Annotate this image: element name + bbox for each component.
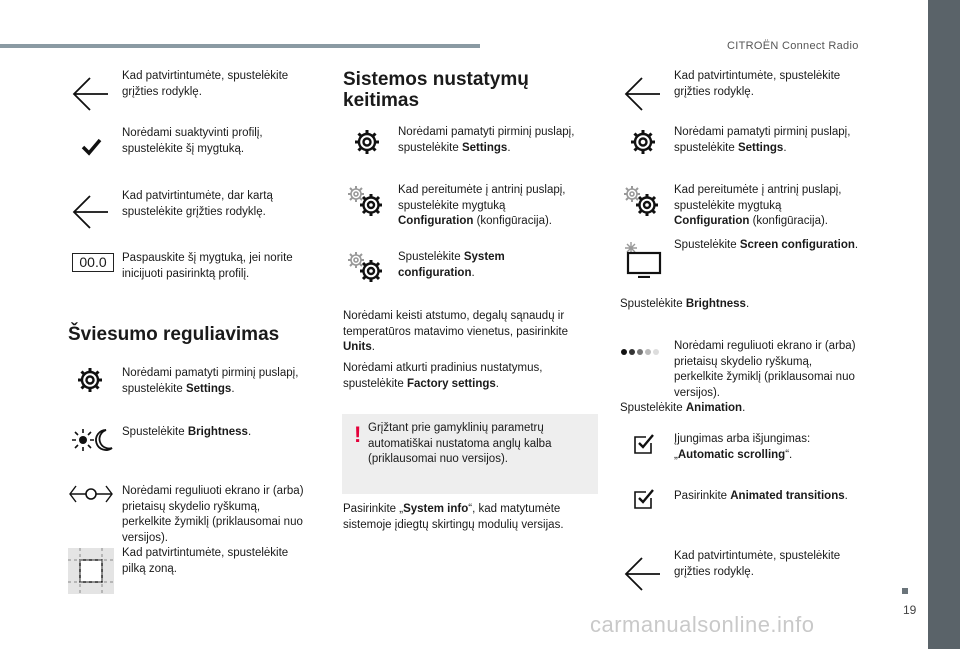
- col2-item: Spustelėkite System configuration.: [398, 251, 505, 279]
- units-paragraph: Norėdami keisti atstumo, degalų sąnaudų ir temperatūros matavimo vienetus, pasirinkite Units.: [343, 310, 568, 353]
- slider-icon: [68, 482, 114, 506]
- col3-item: Kad pereitumėte į antrinį puslapį, spustelėkite mygtuką Configuration (konfigūracija).: [674, 184, 842, 227]
- col1-item-text: Paspauskite šį mygtuką, jei norite inicijuoti pasirinktą profilį.: [122, 252, 293, 280]
- col1-section-item: Spustelėkite Brightness.: [122, 426, 252, 438]
- brand-title: CITROËN Connect Radio: [727, 40, 859, 52]
- warning-icon: !: [354, 422, 362, 447]
- checkbox-icon: [633, 488, 655, 510]
- col2-item: Kad pereitumėte į antrinį puslapį, spustelėkite mygtuką Configuration (konfigūracija).: [398, 184, 566, 227]
- dots-slider-icon: [620, 345, 660, 359]
- col2-item: Norėdami pamatyti pirminį puslapį, spustelėkite Settings.: [398, 126, 575, 154]
- col3-item: Kad patvirtintumėte, spustelėkite grįžties rodyklę.: [674, 70, 841, 98]
- col3-item: Kad patvirtintumėte, spustelėkite grįžties rodyklę.: [674, 550, 841, 578]
- col3-item: Įjungimas arba išjungimas: „Automatic scrolling“.: [674, 433, 811, 461]
- back-arrow-icon: [620, 552, 664, 596]
- settings-gear-icon: [76, 366, 104, 394]
- settings-gear-icon: [353, 128, 381, 156]
- side-tab-bar: [928, 0, 960, 649]
- page-marker: [902, 588, 908, 594]
- col3-item: Pasirinkite Animated transitions.: [674, 490, 848, 502]
- configuration-icon: [344, 183, 386, 219]
- col1-section-item: Norėdami pamatyti pirminį puslapį, spustelėkite Settings.: [122, 367, 299, 395]
- brightness-icon: [70, 425, 114, 455]
- configuration-icon: [620, 183, 662, 219]
- section-title-system: Sistemos nustatymų keitimas: [343, 69, 529, 111]
- factory-paragraph: Norėdami atkurti pradinius nustatymus, spustelėkite Factory settings.: [343, 362, 543, 390]
- col1-item-text: Kad patvirtintumėte, spustelėkite grįžties rodyklę.: [122, 70, 289, 98]
- screen-config-icon: [622, 240, 664, 278]
- col3-item: Spustelėkite Screen configuration.: [674, 239, 859, 251]
- watermark-text: carmanualsonline.info: [590, 612, 815, 637]
- settings-gear-icon: [629, 128, 657, 156]
- col1-section-item: Kad patvirtintumėte, spustelėkite pilką zoną.: [122, 547, 289, 575]
- brightness-line: Spustelėkite Brightness.: [620, 298, 750, 310]
- configuration-icon: [344, 249, 386, 285]
- section-title-brightness: Šviesumo reguliavimas: [68, 324, 280, 345]
- back-arrow-icon: [620, 72, 664, 116]
- col3-item: Norėdami pamatyti pirminį puslapį, spustelėkite Settings.: [674, 126, 851, 154]
- header-accent-bar: [0, 44, 480, 48]
- back-arrow-icon: [68, 190, 112, 234]
- col1-section-item: Norėdami reguliuoti ekrano ir (arba) prietaisų skydelio ryškumą, perkelkite žymiklį (priklausomai nuo versijos).: [122, 485, 304, 544]
- col1-item-text: Norėdami suaktyvinti profilį, spustelėkite šį mygtuką.: [122, 127, 263, 155]
- warning-note-text: Grįžtant prie gamyklinių parametrų automatiškai nustatoma anglų kalba (priklausomai nuo versijos).: [368, 422, 552, 465]
- reset-code-icon: 00.0: [72, 253, 114, 272]
- system-info-paragraph: Pasirinkite „System info“, kad matytumėte sistemoje įdiegtų skirtingų modulių versijas.: [343, 503, 564, 531]
- grey-area-icon: [68, 548, 114, 594]
- col3-item: Norėdami reguliuoti ekrano ir (arba) prietaisų skydelio ryškumą, perkelkite žymiklį (priklausomai nuo versijos).: [674, 340, 856, 399]
- checkbox-icon: [633, 433, 655, 455]
- page-number: 19: [903, 603, 917, 617]
- back-arrow-icon: [68, 72, 112, 116]
- animation-line: Spustelėkite Animation.: [620, 402, 746, 414]
- col1-item-text: Kad patvirtintumėte, dar kartą spustelėkite grįžties rodyklę.: [122, 190, 273, 218]
- checkmark-icon: [80, 136, 102, 158]
